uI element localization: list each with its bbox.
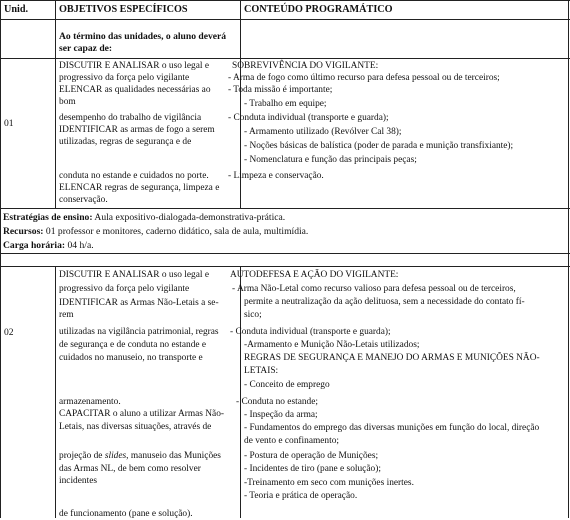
resources-value: 01 professor e monitores, caderno didático, sala de aula, multimídia. <box>43 226 309 237</box>
table-border-left <box>0 0 1 518</box>
row-divider <box>0 19 570 20</box>
workload-label: Carga horária: <box>3 240 66 251</box>
content-line: - Toda missão é importante; <box>228 85 333 95</box>
objective-line: conservação. <box>59 195 108 205</box>
objective-text: projeção de <box>59 451 105 461</box>
content-line: permite a neutralização da ação delituosa, sem a necessidade do contato fí- <box>244 297 525 307</box>
content-line: LETAIS: <box>244 366 279 376</box>
content-line: sico; <box>244 310 262 320</box>
objective-line: utilizadas na vigilância patrimonial, regras <box>59 327 219 337</box>
strategy-value: Aula expositivo-dialogada-demonstrativa-prática. <box>92 212 286 223</box>
objective-line: ELENCAR regras de segurança, limpeza e <box>59 183 220 193</box>
objective-line: DISCUTIR E ANALISAR o uso legal e <box>59 61 209 71</box>
content-line: - Nomenclatura e função das principais peças; <box>244 155 417 165</box>
row-divider <box>0 58 570 59</box>
objective-line: utilizadas, regras de segurança e de <box>59 137 192 147</box>
content-line: -Armamento e Munição Não-Letais utilizados; <box>244 340 420 350</box>
column-divider <box>55 0 56 209</box>
content-line: - Armamento utilizado (Revólver Cal 38); <box>244 127 402 137</box>
content-line: - Postura de operação de Munições; <box>244 451 379 461</box>
content-line: AUTODEFESA E AÇÃO DO VIGILANTE: <box>230 270 399 280</box>
content-line: de vento e confinamento; <box>244 436 340 446</box>
content-line: REGRAS DE SEGURANÇA E MANEJO DO ARMAS E MUNIÇÕES NÃO- <box>244 353 540 363</box>
objective-line: IDENTIFICAR as armas de fogo a serem <box>59 125 215 135</box>
objective-line: CAPACITAR o aluno a utilizar Armas Não- <box>59 409 225 419</box>
objective-line: progressivo da força pelo vigilante <box>59 284 190 294</box>
objective-line: bom <box>59 97 76 107</box>
strategy-label: Estratégias de ensino: <box>3 212 93 223</box>
objective-line: DISCUTIR E ANALISAR o uso legal e <box>59 270 209 280</box>
table-border-top <box>0 0 570 1</box>
column-divider <box>55 266 56 518</box>
column-divider <box>240 266 241 518</box>
content-line: - Teoria e prática de operação. <box>244 491 358 501</box>
content-line: - Arma Não-Letal como recurso valioso para defesa pessoal ou de terceiros, <box>232 284 516 294</box>
objective-line: de funcionamento (pane e solução). <box>59 509 193 519</box>
content-line: - Inspeção da arma; <box>244 410 318 420</box>
intro-line: ser capaz de: <box>59 43 113 54</box>
unit-number: 01 <box>4 118 14 129</box>
objective-line: conduta no estande e cuidados no porte. <box>59 171 209 181</box>
workload-value: 04 h/a. <box>65 240 94 251</box>
objective-line <box>59 451 221 462</box>
content-line: - Incidentes de tiro (pane e solução); <box>244 464 381 474</box>
content-line: SOBREVIVÊNCIA DO VIGILANTE: <box>232 61 379 71</box>
objective-line: cuidados no manuseio, no transporte e <box>59 353 203 363</box>
workload-line <box>3 240 94 251</box>
objective-line: de segurança e de conduta no estande e <box>59 340 207 350</box>
resources-label: Recursos: <box>3 226 44 237</box>
content-line: - Arma de fogo como último recurso para defesa pessoal ou de terceiros; <box>228 73 500 83</box>
resources-line <box>3 226 308 237</box>
header-objetivos: OBJETIVOS ESPECÍFICOS <box>59 4 188 15</box>
content-line: - Fundamentos do emprego das diversas munições em função do local, direção <box>244 423 540 433</box>
objective-line: progressivo da força pelo vigilante <box>59 73 190 83</box>
objective-line: incidentes <box>59 476 98 486</box>
objective-line: armazenamento. <box>59 397 121 407</box>
row-divider <box>0 253 570 254</box>
objective-line: Letais, nas diversas situações, através de <box>59 422 212 432</box>
header-unid: Unid. <box>4 4 29 15</box>
header-conteudo: CONTEÚDO PROGRAMÁTICO <box>244 4 393 15</box>
objective-line: IDENTIFICAR as Armas Não-Letais a se- <box>59 298 219 308</box>
content-line: - Limpeza e conservação. <box>228 171 324 181</box>
objective-text-italic: slides <box>104 451 127 461</box>
content-line: -Treinamento em seco com munições inertes. <box>244 478 414 488</box>
intro-line: Ao término das unidades, o aluno deverá <box>59 31 227 42</box>
content-line: - Conduta no estande; <box>236 397 319 407</box>
content-line: - Trabalho em equipe; <box>244 99 327 109</box>
content-line: - Conduta individual (transporte e guarda); <box>228 113 389 123</box>
row-divider <box>0 208 570 209</box>
unit-number: 02 <box>4 327 14 338</box>
objective-text: , manuseio das Munições <box>126 451 221 461</box>
objective-line: ELENCAR as qualidades necessárias ao <box>59 85 211 95</box>
content-line: - Conceito de emprego <box>244 380 330 390</box>
content-line: - Noções básicas de balística (poder de parada e munição transfixiante); <box>244 141 514 151</box>
strategy-line <box>3 212 285 223</box>
row-divider <box>0 266 570 267</box>
objective-line: desempenho do trabalho de vigilância <box>59 113 202 123</box>
objective-line: rem <box>59 310 74 320</box>
table-border-right <box>568 0 569 518</box>
objective-line: das Armas NL, de bem como resolver <box>59 464 201 474</box>
content-line: - Conduta individual (transporte e guarda); <box>230 327 391 337</box>
